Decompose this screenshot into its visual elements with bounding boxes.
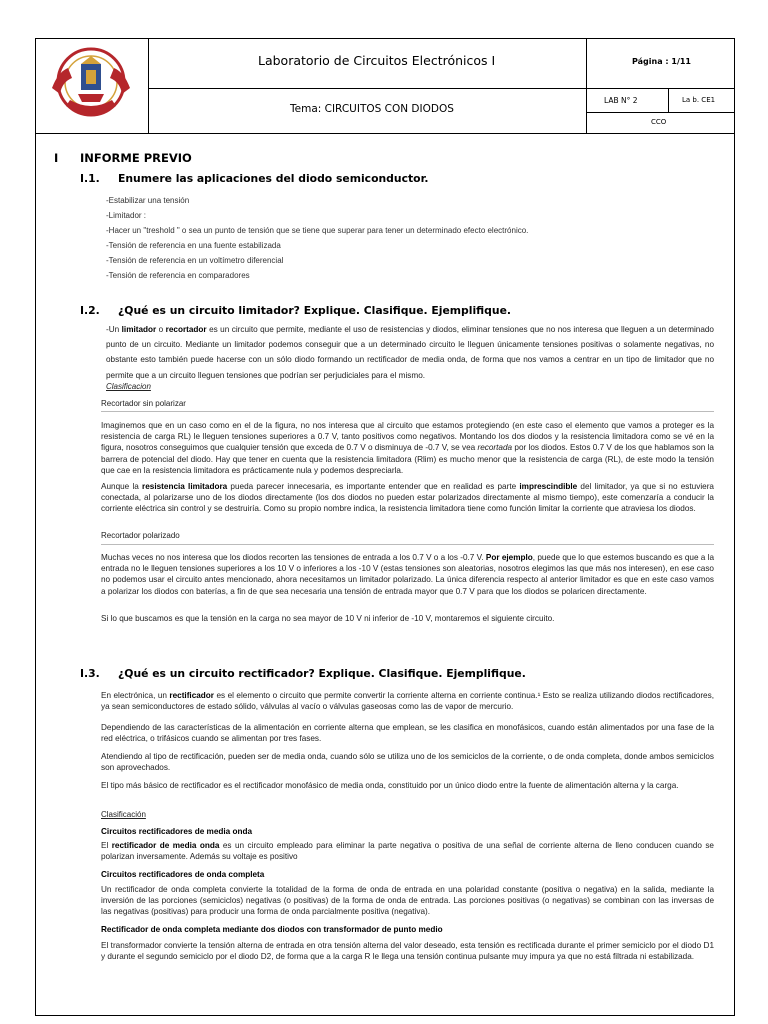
punto-medio-heading: Rectificador de onda completa mediante dos diodos con transformador de punto medio: [101, 925, 443, 934]
list-item: -Estabilizar una tensión: [106, 196, 190, 205]
q3-number: I.3.: [80, 667, 100, 680]
limitador-10v-paragraph: Si lo que buscamos es que la tensión en la carga no sea mayor de 10 V ni inferior de -10 V, montaremos el siguiente circuito.: [101, 614, 555, 623]
topic-title: Tema: CIRCUITOS CON DIODOS: [290, 103, 454, 115]
page-label: Página : 1/11: [632, 57, 691, 66]
rectificador-basic: El tipo más básico de rectificador es el rectificador monofásico de media onda, constituido por un único diodo entre la fuente de alimentación alterna y la carga.: [101, 781, 679, 790]
recortador-polarizado-paragraph: Muchas veces no nos interesa que los diodos recorten las tensiones de entrada a los 0.7 V o a los -0.7 V. Por ejemplo, puede que lo que estemos buscando es que a la entrada no le lleguen tensiones superiores a los 10 V o inferiores a los -10 V (estas tensiones son aleatorias, nosotros elegimos las que más nos interesen), en ese caso no podemos usar el circuito antes mencionado, ahora necesitamos un limitador polarizado. La única diferencia respecto al anterior limitador es que en este caso vamos a polarizar los diodos con baterías, a fin de que sea necesaria una tensión de entrada mayor que 0.7 V para que los diodos se polaricen directamente.: [101, 553, 714, 596]
onda-completa-paragraph: Un rectificador de onda completa convierte la totalidad de la forma de onda de entrada en una polaridad constante (positiva o negativa) en la salida, mediante la inversión de las porciones (semiciclos) negativas (o positivas) de la forma de onda de entrada. Las porciones positivas (o negativas) se combinan con las inversas de las negativas (positivas) para producir una forma de onda parcialmente positiva (negativa).: [101, 885, 714, 917]
svg-text:1828: 1828: [84, 111, 98, 117]
divider: [101, 411, 714, 412]
q2-sub1: Recortador sin polarizar: [101, 399, 186, 408]
rectificador-types: Atendiendo al tipo de rectificación, pueden ser de media onda, cuando sólo se utiliza uno de los semiciclos de la corriente, o de onda completa, donde ambos semiciclos son aprovechados.: [101, 752, 714, 773]
transformador-paragraph: El transformador convierte la tensión alterna de entrada en otra tensión alterna del valor deseado, esta tensión es rectificada durante el primer semiciclo por el diodo D1 y durante el segundo semiciclo por el diodo D2, de forma que a la carga R le llega una tensión continua pulsante muy impura ya que no está filtrada ni estabilizada.: [101, 941, 714, 962]
resistencia-limitadora-paragraph: Aunque la resistencia limitadora pueda parecer innecesaria, es importante entender que en realidad es parte imprescindible del limitador, ya que si no estuviera conectada, al polarizarse uno de los diodos directamente (los dos diodos no pueden estar polarizados directamente al mismo tiempo), este comenzaría a conducir la corriente eléctrica sin control y se destruiría. Como su propio nombre indica, la resistencia limitadora tiene como función limitar la corriente que atraviesa los diodos.: [101, 482, 714, 514]
list-item: -Limitador :: [106, 211, 147, 220]
lab-number: LAB N° 2: [604, 96, 638, 105]
q1-heading: [80, 172, 428, 185]
header-divider: [148, 88, 735, 89]
q3-title: ¿Qué es un circuito rectificador? Explique. Clasifique. Ejemplifique.: [118, 667, 526, 680]
media-onda-paragraph: El rectificador de media onda es un circuito empleado para eliminar la parte negativa o positiva de una señal de corriente alterna de lleno conducen cuando se polarizan inversamente. Además su voltaje es positivo: [101, 841, 714, 862]
divider: [101, 544, 714, 545]
university-crest-icon: [48, 44, 134, 124]
lab-title: Laboratorio de Circuitos Electrónicos I: [258, 53, 496, 68]
list-item: -Tensión de referencia en un voltímetro diferencial: [106, 256, 284, 265]
applications-list: [106, 193, 528, 283]
q2-sub2: Recortador polarizado: [101, 531, 180, 540]
q1-title: Enumere las aplicaciones del diodo semiconductor.: [118, 172, 429, 185]
q2-title: ¿Qué es un circuito limitador? Explique. Clasifique. Ejemplifique.: [118, 304, 512, 317]
list-item: -Tensión de referencia en comparadores: [106, 271, 250, 280]
header-logo-divider: [148, 38, 149, 133]
rectificador-phases: Dependiendo de las características de la alimentación en corriente alterna que emplean, se les clasifica en monofásicos, cuando están alimentados por una fase de la red eléctrica, o trifásicos cuando se alimentan por tres fases.: [101, 723, 714, 744]
limitador-intro: -Un limitador o recortador es un circuito que permite, mediante el uso de resistencias y diodos, eliminar tensiones que no nos interesa que lleguen a un determinado punto de un circuito. Mediante un limitador podemos conseguir que a un determinado circuito le lleguen únicamente tensiones positivas o solamente negativas, no obstante esto también puede hacerse con un sólo diodo formando un rectificador de media onda, de forma que nos vamos a centrar en un tipo de limitador que no permite que a un circuito lleguen tensiones que podrían ser perjudiciales para el mismo.: [106, 325, 714, 380]
author-code: CCO: [651, 118, 667, 126]
list-item: -Hacer un "treshold " o sea un punto de tensión que se tiene que superar para tener un determinado efecto electrónico.: [106, 226, 529, 235]
header-right-divider: [586, 38, 587, 133]
q2-clasificacion: Clasificacion: [106, 382, 151, 391]
header-bottom-rule: [35, 133, 735, 134]
q3-clasificacion: Clasificación: [101, 810, 146, 819]
q2-heading: [80, 304, 511, 317]
rectificador-definition: En electrónica, un rectificador es el elemento o circuito que permite convertir la corriente alterna en corriente continua.¹ Esto se realiza utilizando diodos rectificadores, ya sean semiconductores de estado sólido, válvulas al vacío o válvulas gaseosas como las de vapor de mercurio.: [101, 691, 714, 712]
q2-number: I.2.: [80, 304, 100, 317]
section-title: INFORME PREVIO: [80, 151, 192, 165]
section-number: I: [54, 151, 59, 165]
media-onda-heading: Circuitos rectificadores de media onda: [101, 827, 253, 836]
q3-heading: [80, 667, 526, 680]
q1-number: I.1.: [80, 172, 100, 185]
lab-code: La b. CE1: [682, 96, 716, 104]
recortador-sin-polarizar-paragraph: Imaginemos que en un caso como en el de la figura, no nos interesa que al circuito que estamos protegiendo (en este caso el elemento que vamos a proteger es la resistencia de carga RL) le lleguen tensiones superiores a 0.7 V, tanto positivos como negativos. Montando los dos diodos y la resistencia limitadora como se vé en la figura, nosotros conseguimos que cualquier tensión que exceda de 0.7 V o disminuya de -0.7 V, se vea recortada por los diodos. Estos 0.7 V de los que hablamos son la barrera de potencial del diodo. Hay que tener en cuenta que la resistencia limitadora (Rlim) es mucho menor que la resistencia de carga (RL), de este modo la tensión que cae en la resistencia limitadora es prácticamente nula y podemos despreciarla.: [101, 421, 714, 475]
onda-completa-heading: Circuitos rectificadores de onda completa: [101, 870, 265, 879]
list-item: -Tensión de referencia en una fuente estabilizada: [106, 241, 281, 250]
